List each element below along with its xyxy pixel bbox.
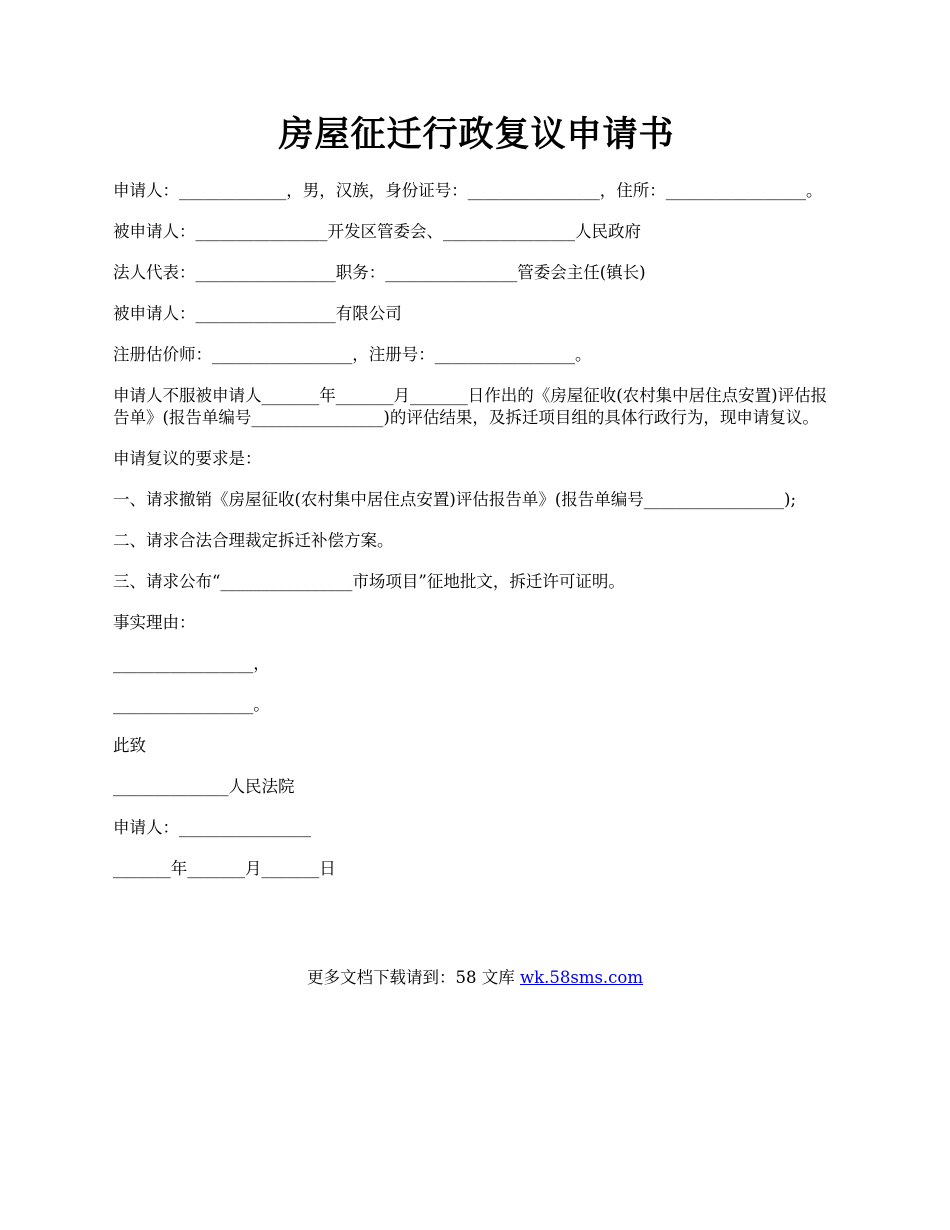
document-page [113,110,840,899]
facts-blank-1: _________________， [113,654,270,673]
respondent-line-1: 被申请人：________________开发区管委会、________________人民政府 [113,222,641,241]
document-title: 房屋征迁行政复议申请书 [278,114,675,155]
facts-heading: 事实理由： [113,613,196,632]
requests-heading: 申请复议的要求是： [113,449,262,468]
signature-line: 申请人：________________ [113,818,311,837]
date-line: _______年_______月_______日 [113,859,336,878]
appraiser-line: 注册估价师：_________________，注册号：_________________。 [113,345,592,364]
request-item-3: 三、请求公布“________________市场项目”征地批文，拆迁许可证明。 [113,572,625,591]
footer-text: 更多文档下载请到：58 文库 [306,968,520,987]
facts-blank-2: _________________。 [113,695,270,714]
request-item-2: 二、请求合法合理裁定拆迁补偿方案。 [113,531,394,550]
footer-link[interactable]: wk.58sms.com [519,968,643,987]
footer [0,967,950,989]
court-line: ______________人民法院 [113,777,295,796]
respondent-line-2: 被申请人：_________________有限公司 [113,304,402,323]
legal-representative-line: 法人代表：_________________职务：________________管委会主任(镇长) [113,263,646,282]
applicant-line: 申请人：_____________，男，汉族，身份证号：________________，住所：_________________。 [113,181,823,200]
salutation: 此致 [113,736,146,755]
dispute-paragraph: 申请人不服被申请人_______年_______月_______日作出的《房屋征收(农村集中居住点安置)评估报告单》(报告单编号________________)的评估结果，及拆迁项目组的具体行政行为，现申请复议。 [113,386,828,427]
request-item-1: 一、请求撤销《房屋征收(农村集中居住点安置)评估报告单》(报告单编号_________________); [113,490,797,509]
